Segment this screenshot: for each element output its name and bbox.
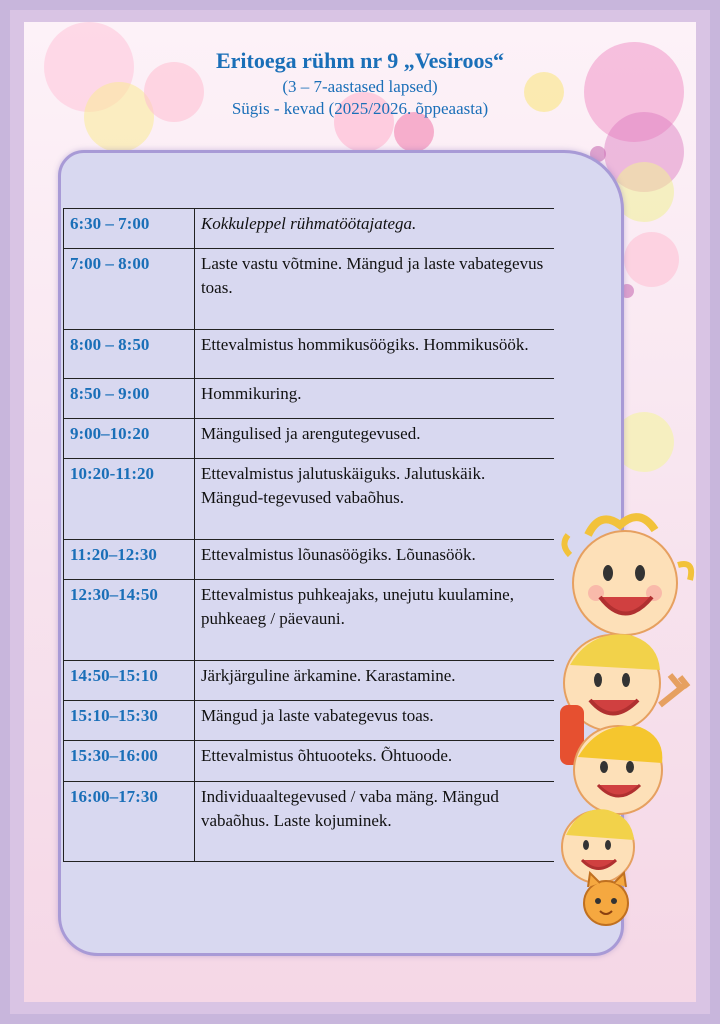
time-cell: 11:20–12:30 [64, 540, 195, 580]
time-cell: 14:50–15:10 [64, 661, 195, 701]
page-title: Eritoega rühm nr 9 „Vesiroos“ [215, 48, 505, 73]
activity-cell: Ettevalmistus hommikusöögiks. Hommikusöök. [194, 330, 554, 379]
time-cell: 16:00–17:30 [64, 782, 195, 862]
smiling-kids-icon [560, 505, 700, 935]
activity-cell: Hommikuring. [194, 379, 554, 419]
table-row [64, 540, 555, 580]
table-row [64, 741, 555, 782]
time-cell: 9:00–10:20 [64, 419, 195, 459]
age-group: (3 – 7-aastased lapsed) [282, 77, 438, 96]
table-row [64, 209, 555, 249]
time-cell: 15:10–15:30 [64, 701, 195, 741]
time-cell: 15:30–16:00 [64, 741, 195, 782]
table-row [64, 249, 555, 330]
kid-face-icon [574, 726, 662, 814]
time-cell: 12:30–14:50 [64, 580, 195, 661]
kid-face-icon [564, 517, 691, 635]
table-row [64, 782, 555, 862]
time-cell: 7:00 – 8:00 [64, 249, 195, 330]
table-row [64, 330, 555, 379]
daily-schedule-table [63, 208, 554, 862]
table-row [64, 701, 555, 741]
activity-cell: Ettevalmistus õhtuooteks. Õhtuoode. [194, 741, 554, 782]
activity-cell: Kokkuleppel rühmatöötajatega. [194, 209, 554, 249]
kid-face-icon [562, 809, 634, 883]
time-cell: 6:30 – 7:00 [64, 209, 195, 249]
activity-cell: Ettevalmistus jalutuskäiguks. Jalutuskäik. Mängud-tegevused vabaõhus. [194, 459, 554, 540]
activity-cell: Laste vastu võtmine. Mängud ja laste vabategevus toas. [194, 249, 554, 330]
activity-cell: Individuaaltegevused / vaba mäng. Mängud vabaõhus. Laste kojuminek. [194, 782, 554, 862]
table-row [64, 379, 555, 419]
activity-cell: Mängud ja laste vabategevus toas. [194, 701, 554, 741]
time-cell: 8:50 – 9:00 [64, 379, 195, 419]
bubble-decoration [624, 232, 679, 287]
activity-cell: Ettevalmistus lõunasöögiks. Lõunasöök. [194, 540, 554, 580]
table-row [64, 459, 555, 540]
time-cell: 8:00 – 8:50 [64, 330, 195, 379]
school-year: Sügis - kevad (2025/2026. õppeaasta) [231, 99, 489, 118]
cat-face-icon [584, 873, 628, 925]
time-cell: 10:20-11:20 [64, 459, 195, 540]
header [24, 46, 696, 120]
activity-cell: Järkjärguline ärkamine. Karastamine. [194, 661, 554, 701]
table-row [64, 580, 555, 661]
table-row [64, 661, 555, 701]
table-row [64, 419, 555, 459]
activity-cell: Ettevalmistus puhkeajaks, unejutu kuulamine, puhkeaeg / päevauni. [194, 580, 554, 661]
activity-cell: Mängulised ja arengutegevused. [194, 419, 554, 459]
